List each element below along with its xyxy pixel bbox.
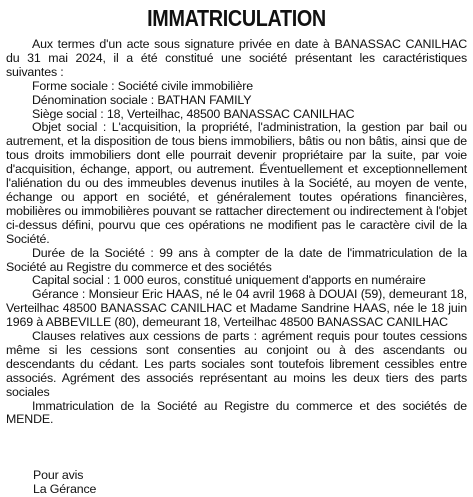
signature-block bbox=[6, 469, 467, 497]
closing-text: Pour avis bbox=[33, 468, 84, 483]
signature-text: La Gérance bbox=[33, 482, 97, 497]
immatriculation-line: Immatriculation de la Société au Registre du commerce et des sociétés de MENDE. bbox=[6, 398, 467, 427]
signature-spacer bbox=[6, 427, 467, 469]
forme-sociale-line: Forme sociale : Société civile immobilière bbox=[32, 78, 253, 93]
gerance-paragraph: Gérance : Monsieur Eric HAAS, né le 04 avril 1968 à DOUAI (59), demeurant 18, Verteilhac 48500 BANASSAC CANILHAC et Madame Sandrine HAAS, née le 18 juin 1969 à ABBEVILLE (80), demeurant 18, Verteilhac 48500 BANASSAC CANILHAC bbox=[6, 287, 467, 330]
intro-paragraph: Aux termes d'un acte sous signature privée en date à BANASSAC CANILHAC du 31 mai 2024, il a été constitué une société présentant les caractéristiques suivantes : bbox=[6, 37, 467, 79]
notice-body bbox=[6, 38, 467, 497]
notice-title: IMMATRICULATION bbox=[147, 5, 326, 31]
objet-social-paragraph: Objet social : L'acquisition, la propriété, l'administration, la gestion par bail ou autrement, et la disposition de tous biens immobiliers, bâtis ou non bâtis, ainsi que de tous droits immobiliers dont elle pourrait devenir propriétaire par la suite, par voie d'acquisition, échange, apport, ou autrement. Éventuellement et exceptionnellement l'aliénation du ou des immeubles devenus inutiles à la Société, au moyen de vente, échange ou apport en société, et généralement toutes opérations financières, mobilières ou immobilières pouvant se rattacher directement ou indirectement à l'objet ci-dessus défini, pourvu que ces opérations ne modifient pas le caractère civil de la Société. bbox=[6, 120, 467, 246]
denomination-line: Dénomination sociale : BATHAN FAMILY bbox=[32, 92, 252, 107]
duree-paragraph: Durée de la Société : 99 ans à compter de la date de l'immatriculation de la Société au Registre du commerce et des sociétés bbox=[6, 245, 467, 274]
siege-social-line: Siège social : 18, Verteilhac, 48500 BANASSAC CANILHAC bbox=[32, 106, 355, 121]
clauses-paragraph: Clauses relatives aux cessions de parts : agrément requis pour toutes cessions même si les cessions sont consenties au conjoint ou à des ascendants ou descendants du cédant. Les parts sociales sont toutefois librement cessibles entre associés. Agrément des associés représentant au moins les deux tiers des parts sociales bbox=[6, 329, 467, 399]
capital-line: Capital social : 1 000 euros, constitué uniquement d'apports en numéraire bbox=[32, 273, 426, 288]
